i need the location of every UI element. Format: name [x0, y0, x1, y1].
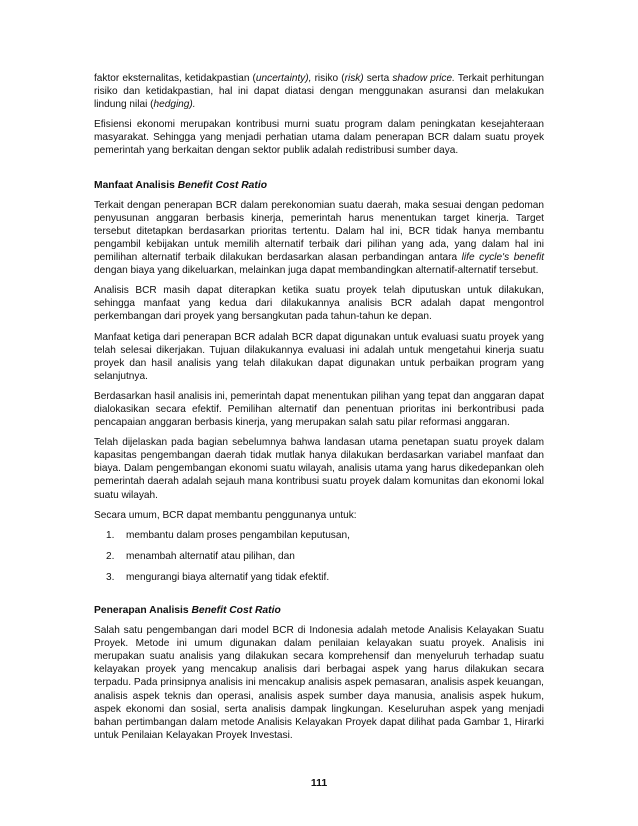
paragraph-regional-development: Telah dijelaskan pada bagian sebelumnya bahwa landasan utama penetapan suatu proyek dalam kapasitas pengembangan daerah tidak mutlak hanya dilakukan berdasarkan variabel manfaat dan biaya. Dalam pengembangan ekonomi suatu wilayah, analisis utama yang harus dikedepankan oleh pemerintah daerah adalah sejauh mana kontribusi suatu proyek dalam komunitas dan ekonomi lokal suatu wilayah. — [94, 437, 544, 501]
paragraph-risk-uncertainty: faktor eksternalitas, ketidakpastian (uncertainty), risiko (risk) serta shadow price. Terkait perhitungan risiko dan ketidakpastian, hal ini dapat diatasi dengan menggunakan asuransi dan melakukan lindung nilai (hedging). — [94, 73, 544, 111]
section-heading-manfaat: Manfaat Analisis Benefit Cost Ratio — [94, 179, 267, 191]
bcr-uses-list — [94, 529, 544, 584]
paragraph-bcr-control: Analisis BCR masih dapat diterapkan ketika suatu proyek telah diputuskan untuk dilakukan, sehingga manfaat yang kedua dari dilakukannya analisis BCR adalah dapat mengontrol perkembangan dari proyek yang bersangkutan pada tahun-tahun ke depan. — [94, 285, 544, 323]
list-item: 3. mengurangi biaya alternatif yang tidak efektif. — [106, 571, 330, 583]
paragraph-bcr-evaluation: Manfaat ketiga dari penerapan BCR adalah BCR dapat digunakan untuk evaluasi suatu proyek yang telah selesai dikerjakan. Tujuan dilakukannya evaluasi ini adalah untuk mengetahui kinerja suatu proyek dan hasil analisis yang telah dilakukan dapat digunakan untuk perbaikan program yang selanjutnya. — [94, 331, 544, 382]
list-item: 2. menambah alternatif atau pilihan, dan — [106, 550, 295, 562]
list-item: 1. membantu dalam proses pengambilan keputusan, — [106, 529, 350, 541]
paragraph-bcr-uses-intro: Secara umum, BCR dapat membantu penggunanya untuk: — [94, 509, 357, 521]
section-heading-penerapan: Penerapan Analisis Benefit Cost Ratio — [94, 605, 281, 616]
paragraph-feasibility-analysis: Salah satu pengembangan dari model BCR di Indonesia adalah metode Analisis Kelayakan Suatu Proyek. Metode ini umum digunakan dalam penilaian kelayakan suatu proyek. Analisis ini merupakan suatu analisis yang dilakukan secara komprehensif dan menyeluruh terhadap suatu kelayakan proyek yang mencakup analisis dari berbagai aspek yang harus dilakukan secara terpadu. Pada prinsipnya analisis ini mencakup analisis aspek pemasaran, analisis aspek keuangan, analisis aspek teknis dan operasi, analisis aspek sumber daya manusia, analisis aspek hukum, aspek ekonomi dan sosial, serta analisis dampak lingkungan. Keseluruhan aspek yang menjadi bahan pertimbangan dalam metode Analisis Kelayakan Proyek dapat dilihat pada Gambar 1, Hirarki untuk Penilaian Kelayakan Proyek Investasi. — [94, 625, 544, 741]
document-page — [94, 72, 544, 749]
paragraph-budget-allocation: Berdasarkan hasil analisis ini, pemerintah dapat menentukan pilihan yang tepat dan anggaran dapat dialokasikan secara efektif. Pemilihan alternatif dan penentuan prioritas ini berkontribusi pada pencapaian anggaran berbasis kinerja, yang merupakan salah satu pilar reformasi anggaran. — [94, 390, 544, 429]
paragraph-economic-efficiency: Efisiensi ekonomi merupakan kontribusi murni suatu program dalam peningkatan kesejahteraan masyarakat. Sehingga yang menjadi perhatian utama dalam penerapan BCR dalam suatu proyek pemerintah yang berkaitan dengan sektor publik adalah redistribusi sumber daya. — [94, 119, 544, 157]
page-number: 111 — [310, 777, 328, 789]
paragraph-bcr-regional: Terkait dengan penerapan BCR dalam perekonomian suatu daerah, maka sesuai dengan pedoman penyusunan anggaran berbasis kinerja, pemerintah harus menentukan target kinerja. Target tersebut ditetapkan berdasarkan prioritas tertentu. Dalam hal ini, BCR tidak hanya membantu pengambil kebijakan untuk memilih alternatif terbaik dari pilihan yang ada, yang dalam hal ini pemilihan alternatif terbaik dilakukan berdasarkan alasan perbandingan antara life cycle's benefit dengan biaya yang dikeluarkan, melainkan juga dapat membandingkan alternatif-alternatif tersebut. — [94, 199, 544, 277]
